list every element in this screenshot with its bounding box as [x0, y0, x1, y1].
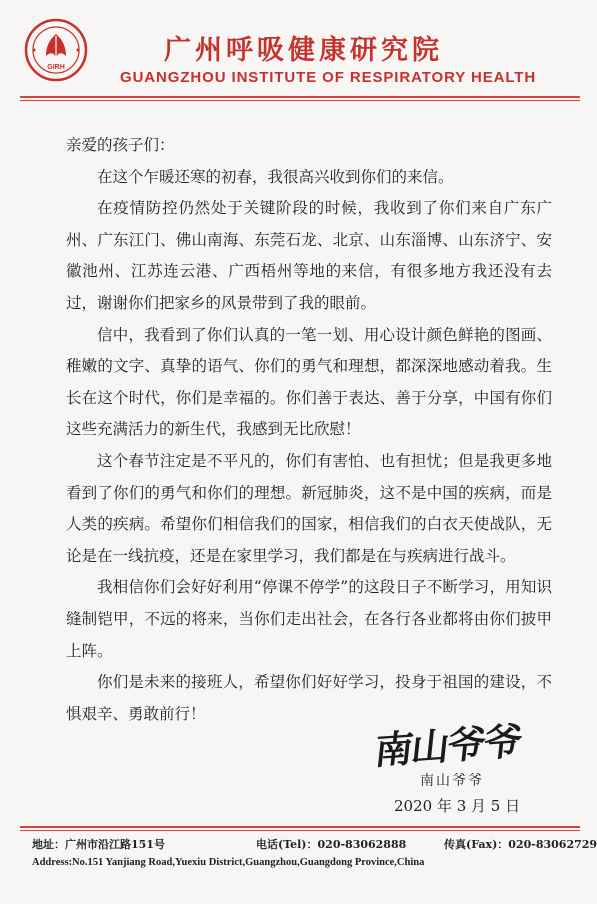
- letter-body: [66, 130, 552, 730]
- salutation: 亲爱的孩子们：: [66, 136, 175, 154]
- letter-paragraph: 这个春节注定是不平凡的，你们有害怕、也有担忧；但是我更多地看到了你们的勇气和你们的理想。新冠肺炎，这不是中国的疾病，而是人类的疾病。希望你们相信我们的国家，相信我们的白衣天使战队，无论是在一线抗疫，还是在家里学习，我们都是在与疾病进行战斗。: [66, 451, 552, 565]
- letter-date: 2020 年 3 月 5 日: [394, 797, 521, 815]
- footer-address-cn: 地址：广州市沿江路151号: [32, 838, 165, 851]
- footer-fax: 传真(Fax)：020-83062729: [444, 838, 597, 851]
- handwritten-signature: 南山爷爷: [372, 719, 523, 773]
- header-divider: [20, 96, 580, 98]
- letter-paragraph: 在疫情防控仍然处于关键阶段的时候，我收到了你们来自广东广州、广东江门、佛山南海、东莞石龙、北京、山东淄博、山东济宁、安徽池州、江苏连云港、广西梧州等地的来信，有很多地方我还没有去过，谢谢你们把家乡的风景带到了我的眼前。: [66, 199, 552, 312]
- institute-name-cn: 广州呼吸健康研究院: [164, 35, 443, 66]
- letter-paragraph: 你们是未来的接班人，希望你们好好学习，投身于祖国的建设，不惧艰辛、勇敢前行！: [66, 673, 552, 723]
- signature-name: 南山爷爷: [420, 773, 484, 789]
- letter-paragraph: 信中，我看到了你们认真的一笔一划、用心设计颜色鲜艳的图画、稚嫩的文字、真挚的语气、你们的勇气和理想，都深深地感动着我。生长在这个时代，你们是幸福的。你们善于表达、善于分享，中国有你们这些充满活力的新生代，我感到无比欣慰！: [66, 325, 552, 439]
- footer-phone: 电话(Tel)：020-83062888: [256, 838, 407, 851]
- footer-address-en: Address:No.151 Yanjiang Road,Yuexiu District,Guangzhou,Guangdong Province,China: [32, 857, 425, 868]
- letter-paragraph: 在这个乍暖还寒的初春，我很高兴收到你们的来信。: [97, 167, 454, 186]
- seal-abbrev: GIRH: [47, 64, 65, 71]
- institute-seal-logo: [24, 18, 88, 82]
- institute-name-en: GUANGZHOU INSTITUTE OF RESPIRATORY HEALTH: [120, 69, 537, 86]
- footer-divider: [20, 826, 580, 828]
- letter-paragraph: 我相信你们会好好利用“停课不停学”的这段日子不断学习，用知识缝制铠甲，不远的将来，当你们走出社会，在各行各业都将由你们披甲上阵。: [66, 578, 552, 660]
- letterhead: [0, 0, 597, 104]
- footer-divider-thin: [20, 830, 580, 831]
- header-divider-thin: [20, 100, 580, 101]
